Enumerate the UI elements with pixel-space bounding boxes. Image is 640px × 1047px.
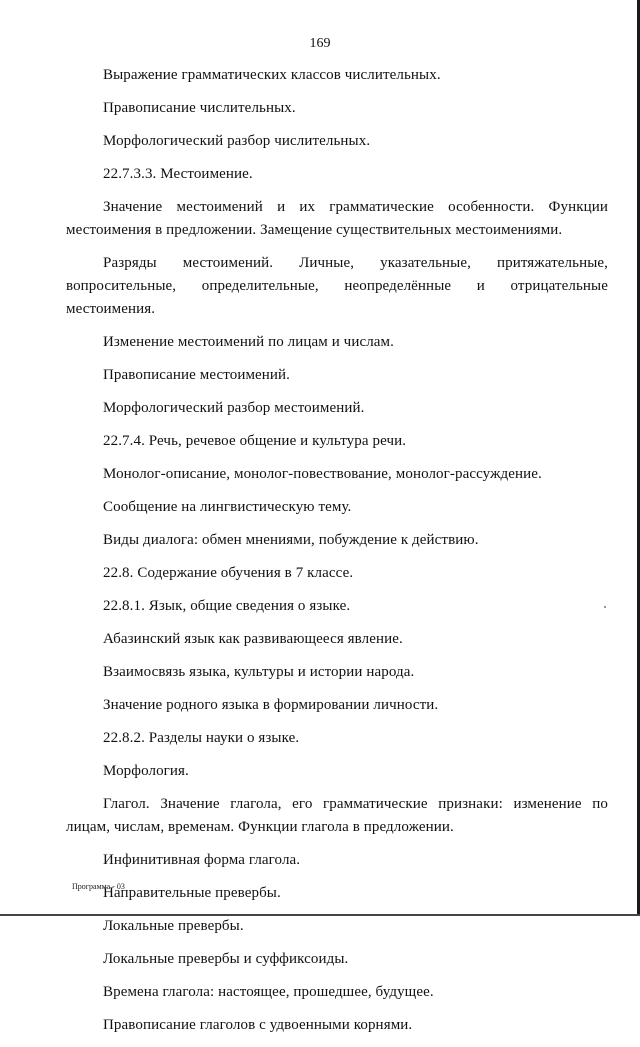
paragraph: Морфология. bbox=[103, 763, 189, 779]
paragraph: Глагол. Значение глагола, его грамматические признаки: изменение по лицам, числам, временам. Функции глагола в предложении. bbox=[66, 796, 608, 835]
footer-label: Программа - 03 bbox=[72, 882, 125, 891]
section-heading: 22.8.1. Язык, общие сведения о языке. bbox=[103, 598, 351, 614]
section-heading: 22.7.3.3. Местоимение. bbox=[103, 166, 253, 182]
paragraph: Абазинский язык как развивающееся явление. bbox=[103, 631, 403, 647]
paragraph: Локальные превербы. bbox=[103, 918, 244, 934]
paragraph: Локальные превербы и суффиксоиды. bbox=[103, 951, 349, 967]
document-body bbox=[66, 64, 608, 1047]
paragraph: Виды диалога: обмен мнениями, побуждение к действию. bbox=[103, 532, 479, 548]
paragraph: Правописание числительных. bbox=[103, 100, 296, 116]
paragraph: Инфинитивная форма глагола. bbox=[103, 852, 301, 868]
paragraph: Значение родного языка в формировании личности. bbox=[103, 697, 439, 713]
paragraph: Взаимосвязь языка, культуры и истории народа. bbox=[103, 664, 415, 680]
section-heading: 22.7.4. Речь, речевое общение и культура речи. bbox=[103, 433, 407, 449]
section-heading: 22.8.2. Разделы науки о языке. bbox=[103, 730, 300, 746]
paragraph: Правописание глаголов с удвоенными корнями. bbox=[103, 1017, 413, 1033]
paragraph: Морфологический разбор числительных. bbox=[103, 133, 371, 149]
paragraph: Выражение грамматических классов числительных. bbox=[103, 67, 441, 83]
paragraph: Правописание местоимений. bbox=[103, 367, 291, 383]
paragraph: Морфологический разбор местоимений. bbox=[103, 400, 365, 416]
paragraph: Изменение местоимений по лицам и числам. bbox=[103, 334, 394, 350]
paragraph: Монолог-описание, монолог-повествование, монолог-рассуждение. bbox=[103, 466, 542, 482]
paragraph: Времена глагола: настоящее, прошедшее, будущее. bbox=[103, 984, 434, 1000]
paragraph: Сообщение на лингвистическую тему. bbox=[103, 499, 352, 515]
paragraph: Направительные превербы. bbox=[103, 885, 281, 901]
paragraph: Значение местоимений и их грамматические особенности. Функции местоимения в предложении. Замещение существительных местоимениями. bbox=[66, 199, 608, 238]
paragraph: Разряды местоимений. Личные, указательные, притяжательные, вопросительные, определительные, неопределённые и отрицательные местоимения. bbox=[66, 255, 608, 317]
page-number: 169 bbox=[309, 36, 331, 51]
section-heading: 22.8. Содержание обучения в 7 классе. bbox=[103, 565, 354, 581]
